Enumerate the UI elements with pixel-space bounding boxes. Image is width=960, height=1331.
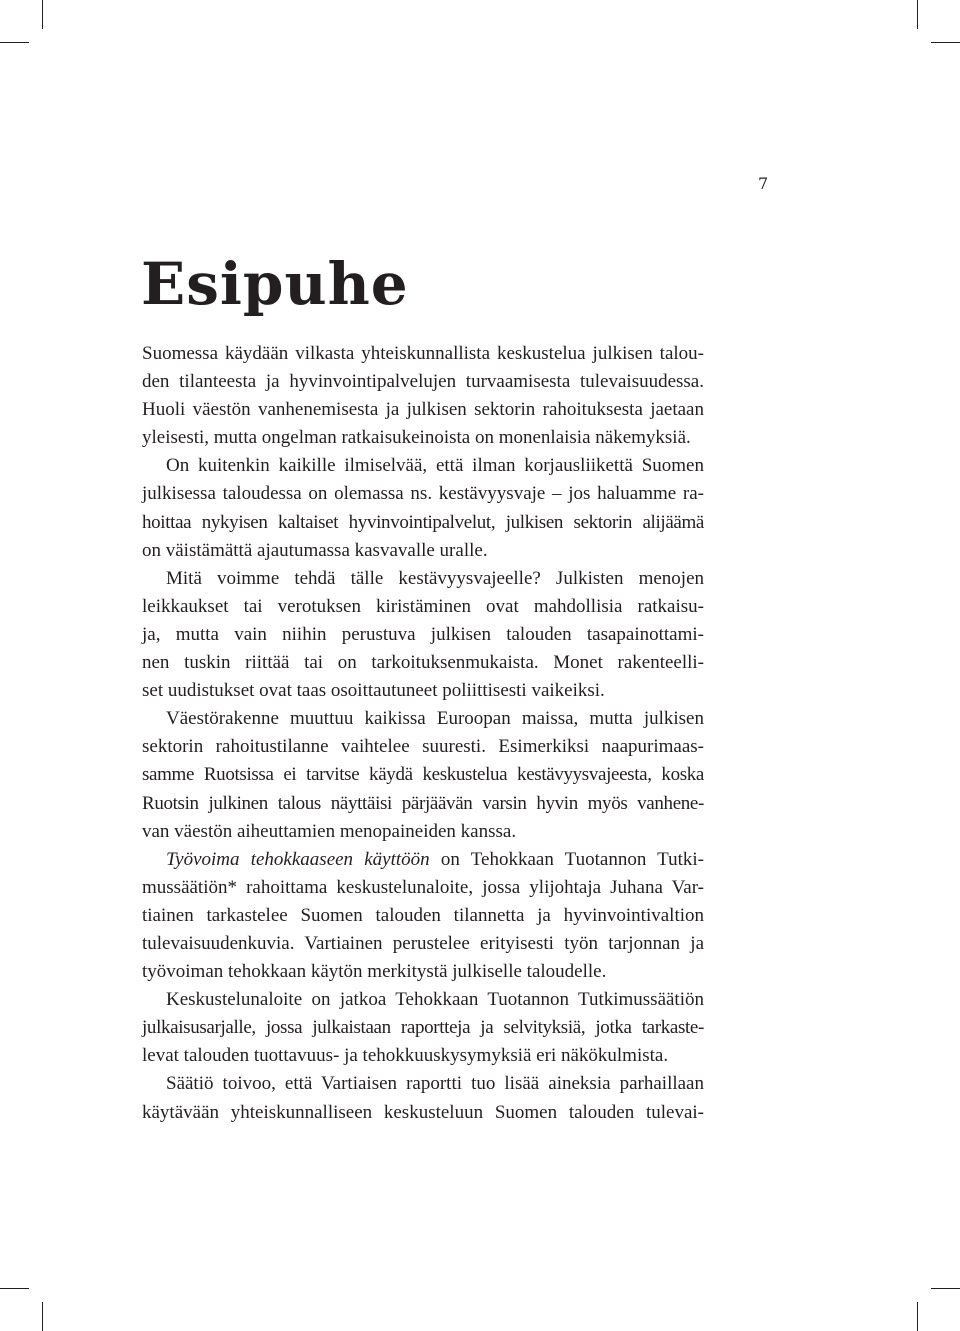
text-line: julkaisusarjalle, jossa julkaistaan raportteja ja selvityksiä, jotka tarkaste-: [142, 1017, 704, 1039]
crop-mark-bottom-right-v: [917, 1302, 918, 1331]
text-line: tiainen tarkastelee Suomen talouden tilannetta ja hyvinvointivaltion: [142, 904, 704, 926]
text-line: Keskustelunaloite on jatkoa Tehokkaan Tuotannon Tutkimussäätiön: [166, 989, 704, 1011]
text-line: leikkaukset tai verotuksen kiristäminen ovat mahdollisia ratkaisu-: [142, 595, 704, 617]
text-line: mussäätiön* rahoittama keskustelunaloite, jossa ylijohtaja Juhana Var-: [142, 876, 704, 898]
text-line: tulevaisuudenkuvia. Vartiainen perustelee erityisesti työn tarjonnan ja: [142, 932, 704, 954]
crop-mark-bottom-left-h: [0, 1288, 29, 1289]
page-title: Esipuhe: [141, 250, 409, 318]
text-line: Suomessa käydään vilkasta yhteiskunnallista keskustelua julkisen talou-: [142, 343, 704, 364]
crop-mark-top-left-h: [0, 42, 29, 43]
text-line: julkisessa taloudessa on olemassa ns. kestävyysvaje – jos haluamme ra-: [142, 483, 704, 505]
text-line: työvoiman tehokkaan käytön merkitystä julkiselle taloudelle.: [142, 961, 607, 983]
text-line: Väestörakenne muuttuu kaikissa Euroopan maissa, mutta julkisen: [166, 708, 704, 730]
text-line: van väestön aiheuttamien menopaineiden kanssa.: [142, 820, 517, 842]
text-line: [142, 846, 704, 874]
text-line: on väistämättä ajautumassa kasvavalle uralle.: [142, 539, 488, 561]
text-line: hoittaa nykyisen kaltaiset hyvinvointipalvelut, julkisen sektorin alijäämä: [142, 511, 704, 533]
text-line: yleisesti, mutta ongelman ratkaisukeinoista on monenlaisia näkemyksiä.: [142, 427, 691, 449]
paragraph-3: [142, 565, 704, 705]
text-line: levat talouden tuottavuus- ja tehokkuuskysymyksiä eri näkökulmista.: [142, 1045, 669, 1067]
text-line: ja, mutta vain niihin perustuva julkisen talouden tasapainottami-: [142, 623, 704, 645]
paragraph-5: [142, 846, 704, 986]
text-line: käytävään yhteiskunnalliseen keskusteluun Suomen talouden tulevai-: [142, 1101, 704, 1123]
text-line: set uudistukset ovat taas osoittautuneet poliittisesti vaikeiksi.: [142, 680, 605, 702]
text-line: On kuitenkin kaikille ilmiselvää, että ilman korjausliikettä Suomen: [166, 455, 704, 477]
page-number: 7: [758, 174, 769, 193]
paragraph-7: [142, 1070, 704, 1126]
paragraph-2: [142, 452, 704, 564]
text-line: nen tuskin riittää tai on tarkoituksenmukaista. Monet rakenteelli-: [142, 652, 704, 674]
crop-mark-top-right-v: [917, 0, 918, 29]
crop-mark-top-right-h: [931, 42, 960, 43]
text-line: Mitä voimme tehdä tälle kestävyysvajeelle? Julkisten menojen: [166, 567, 704, 589]
crop-mark-bottom-right-h: [931, 1288, 960, 1289]
paragraph-6: [142, 986, 704, 1070]
paragraph-1: [142, 340, 704, 452]
text-line: den tilanteesta ja hyvinvointipalvelujen turvaamisesta tulevaisuudessa.: [142, 371, 704, 393]
text-fragment: on Tehokkaan Tuotannon Tutki-: [429, 848, 704, 870]
text-line: sektorin rahoitustilanne vaihtelee suuresti. Esimerkiksi naapurimaas-: [142, 736, 704, 758]
text-line: Ruotsin julkinen talous näyttäisi pärjäävän varsin hyvin myös vanhene-: [142, 792, 704, 814]
text-line: Huoli väestön vanhenemisesta ja julkisen sektorin rahoituksesta jaetaan: [142, 399, 704, 421]
crop-mark-top-left-v: [42, 0, 43, 29]
body-text: [142, 340, 704, 1127]
crop-mark-bottom-left-v: [42, 1302, 43, 1331]
paragraph-4: [142, 705, 704, 845]
text-line: samme Ruotsissa ei tarvitse käydä keskustelua kestävyysvajeesta, koska: [142, 764, 704, 786]
text-line: Säätiö toivoo, että Vartiaisen raportti tuo lisää aineksia parhaillaan: [166, 1073, 704, 1095]
report-title-italic: Työvoima tehokkaaseen käyttöön: [166, 848, 430, 870]
